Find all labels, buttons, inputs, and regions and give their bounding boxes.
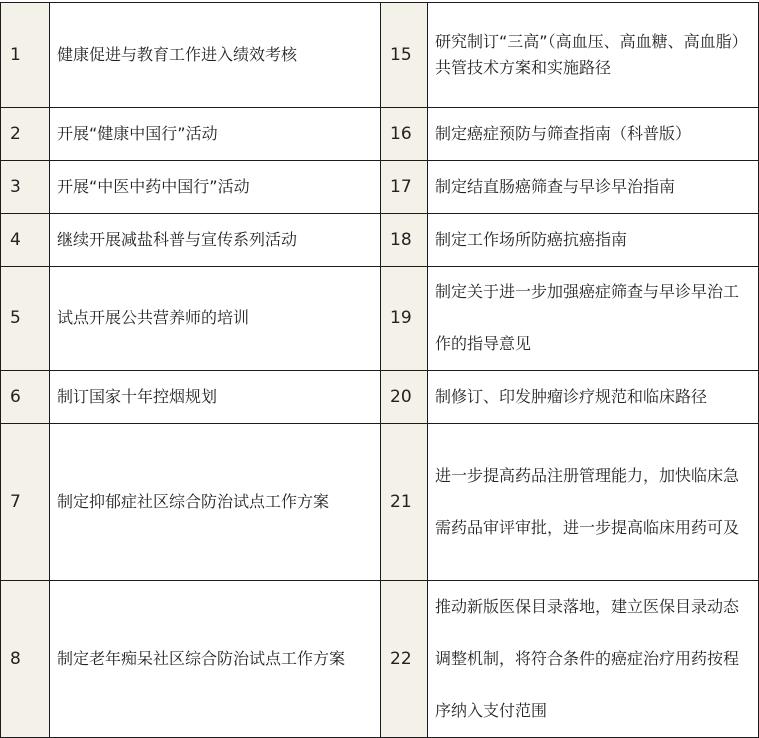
- row-number-right: [380, 266, 427, 370]
- row-number-left-text: 3: [10, 176, 21, 197]
- task-text-left-text: 制订国家十年控烟规划: [57, 386, 218, 406]
- row-number-left: [0, 107, 49, 160]
- row-number-right-text: 15: [390, 44, 412, 65]
- row-number-left-text: 5: [10, 308, 21, 328]
- task-text-left-text: 开展“中医中药中国行”活动: [57, 176, 250, 196]
- row-number-right: [380, 370, 427, 423]
- table-horizontal-border: [0, 423, 759, 424]
- task-text-right-text: 进一步提高药品注册管理能力，加快临床急需药品审评审批，进一步提高临床用药可及: [435, 465, 740, 537]
- table-horizontal-border: [0, 580, 759, 581]
- task-text-left: [49, 266, 380, 370]
- task-text-left: [49, 213, 380, 266]
- table-horizontal-border: [0, 2, 759, 3]
- row-number-right-text: 16: [390, 123, 412, 144]
- table-horizontal-border: [0, 160, 759, 161]
- row-number-left-text: 8: [10, 648, 21, 669]
- table-horizontal-border: [0, 266, 759, 267]
- row-number-left: [0, 160, 49, 213]
- row-number-left-text: 2: [10, 123, 21, 144]
- row-number-right-text: 19: [390, 308, 412, 328]
- task-text-right-text: 研究制订“三高”（高血压、高血糖、高血脂）共管技术方案和实施路径: [435, 31, 748, 77]
- task-text-left: [49, 107, 380, 160]
- task-text-left-text: 继续开展减盐科普与宣传系列活动: [57, 229, 298, 249]
- task-text-right: [427, 160, 758, 213]
- row-number-left-text: 6: [10, 386, 21, 407]
- row-number-left-text: 7: [10, 491, 21, 512]
- task-text-right-text: 制定癌症预防与筛查指南（科普版）: [435, 123, 692, 143]
- task-text-right: [427, 213, 758, 266]
- row-number-right: [380, 580, 427, 737]
- row-number-left: [0, 580, 49, 737]
- row-number-right-text: 17: [390, 176, 412, 197]
- row-number-right: [380, 213, 427, 266]
- row-number-left-text: 1: [10, 44, 21, 65]
- row-number-left: [0, 370, 49, 423]
- task-text-right: [427, 423, 758, 580]
- row-number-left: [0, 213, 49, 266]
- task-text-right-text: 制定关于进一步加强癌症筛查与早诊早治工作的指导意见: [435, 282, 740, 353]
- task-text-right-text: 制定工作场所防癌抗癌指南: [435, 229, 628, 249]
- task-text-right-text: 制定结直肠癌筛查与早诊早治指南: [435, 176, 676, 196]
- row-number-right: [380, 107, 427, 160]
- task-text-left-text: 制定抑郁症社区综合防治试点工作方案: [57, 491, 330, 511]
- table-horizontal-border: [0, 107, 759, 108]
- row-number-right-text: 22: [390, 648, 412, 669]
- table-horizontal-border: [0, 213, 759, 214]
- task-text-left: [49, 160, 380, 213]
- task-text-right: [427, 370, 758, 423]
- row-number-right: [380, 2, 427, 107]
- task-text-right: [427, 580, 758, 737]
- row-number-left: [0, 2, 49, 107]
- task-text-left: [49, 423, 380, 580]
- task-text-left-text: 开展“健康中国行”活动: [57, 123, 218, 143]
- row-number-right-text: 20: [390, 386, 412, 407]
- row-number-right-text: 21: [390, 491, 412, 512]
- task-text-left: [49, 2, 380, 107]
- row-number-left: [0, 423, 49, 580]
- row-number-left-text: 4: [10, 229, 21, 250]
- row-number-right-text: 18: [390, 229, 412, 250]
- row-number-left: [0, 266, 49, 370]
- task-text-left-text: 试点开展公共营养师的培训: [57, 308, 250, 327]
- task-text-left: [49, 370, 380, 423]
- task-text-right-text: 推动新版医保目录落地，建立医保目录动态调整机制，将符合条件的癌症治疗用药按程序纳入支付范围: [435, 596, 740, 720]
- row-number-right: [380, 423, 427, 580]
- task-text-left: [49, 580, 380, 737]
- task-text-left-text: 健康促进与教育工作进入绩效考核: [57, 44, 298, 64]
- task-text-right: [427, 2, 758, 107]
- task-text-right: [427, 107, 758, 160]
- task-text-right-text: 制修订、印发肿瘤诊疗规范和临床路径: [435, 386, 708, 406]
- task-text-left-text: 制定老年痴呆社区综合防治试点工作方案: [57, 648, 346, 668]
- row-number-right: [380, 160, 427, 213]
- table-horizontal-border: [0, 370, 759, 371]
- task-text-right: [427, 266, 758, 370]
